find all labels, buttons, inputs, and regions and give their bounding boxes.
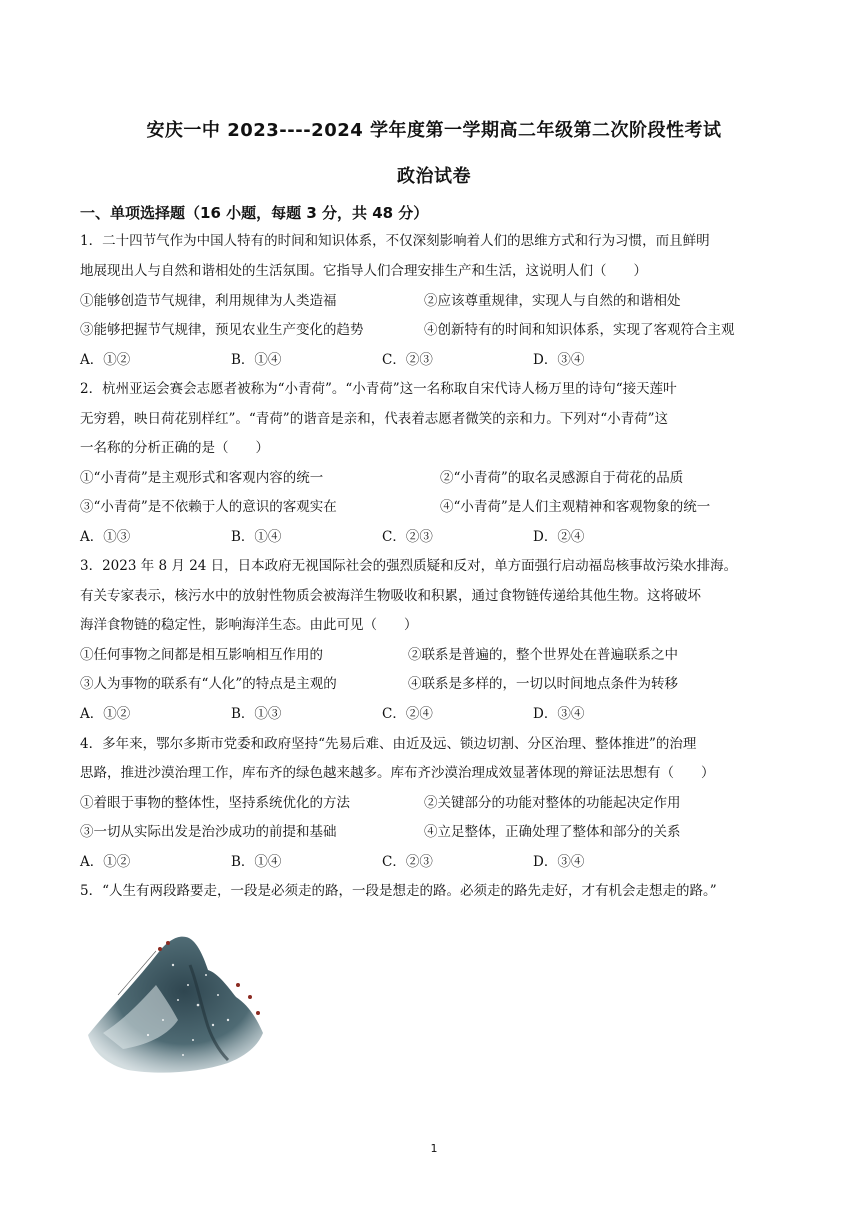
question-2-choice-c: C．②③ <box>382 529 433 545</box>
question-4-choice-a: A．①② <box>80 854 131 870</box>
mountain-climbers-painting <box>78 925 278 1080</box>
question-1-statement-2: ②应该尊重规律，实现人与自然的和谐相处 <box>424 293 681 309</box>
question-1-statement-3: ③能够把握节气规律，预见农业生产变化的趋势 <box>80 322 364 338</box>
question-4-stem-line-2: 思路，推进沙漠治理工作，库布齐的绿色越来越多。库布齐沙漠治理成效显著体现的辩证法思想有（ ） <box>80 765 715 781</box>
question-3-stem-line-3: 海洋食物链的稳定性，影响海洋生态。由此可见（ ） <box>80 617 418 633</box>
question-3-choice-c: C．②④ <box>382 706 433 722</box>
mountain-shape <box>88 937 263 1073</box>
question-2-statement-1: ①“小青荷”是主观形式和客观内容的统一 <box>80 470 324 486</box>
question-4-stem-line-1: 4．多年来，鄂尔多斯市党委和政府坚持“先易后难、由近及远、锁边切割、分区治理、整体推进”的治理 <box>80 736 697 752</box>
question-2-stem-line-3: 一名称的分析正确的是（ ） <box>80 440 269 456</box>
exam-title: 安庆一中 2023----2024 学年度第一学期高二年级第二次阶段性考试 <box>146 120 722 141</box>
question-2-statement-3: ③“小青荷”是不依赖于人的意识的客观实在 <box>80 499 337 515</box>
question-1-statement-1: ①能够创造节气规律，利用规律为人类造福 <box>80 293 337 309</box>
question-3-statement-1: ①任何事物之间都是相互影响相互作用的 <box>80 647 323 663</box>
question-2-choice-a: A．①③ <box>80 529 131 545</box>
question-4-statement-4: ④立足整体，正确处理了整体和部分的关系 <box>424 824 681 840</box>
question-3-choice-d: D．③④ <box>533 706 585 722</box>
question-3-choice-b: B．①③ <box>231 706 282 722</box>
question-2-stem-line-1: 2．杭州亚运会赛会志愿者被称为“小青荷”。“小青荷”这一名称取自宋代诗人杨万里的诗句“接天莲叶 <box>80 381 677 397</box>
question-3-stem-line-1: 3．2023 年 8 月 24 日，日本政府无视国际社会的强烈质疑和反对，单方面强行启动福岛核事故污染水排海。 <box>80 558 738 574</box>
question-1-stem-line-2: 地展现出人与自然和谐相处的生活氛围。它指导人们合理安排生产和生活，这说明人们（ ） <box>80 263 647 279</box>
page-number: 1 <box>430 1142 438 1155</box>
question-4-statement-1: ①着眼于事物的整体性，坚持系统优化的方法 <box>80 795 350 811</box>
question-1-choice-b: B．①④ <box>231 352 282 368</box>
question-1-stem-line-1: 1．二十四节气作为中国人特有的时间和知识体系，不仅深刻影响着人们的思维方式和行为习惯，而且鲜明 <box>80 233 710 249</box>
question-5-stem-line-1: 5．“人生有两段路要走，一段是必须走的路，一段是想走的路。必须走的路先走好，才有机会走想走的路。” <box>80 883 717 899</box>
question-2-stem-line-2: 无穷碧，映日荷花别样红”。“青荷”的谐音是亲和，代表着志愿者微笑的亲和力。下列对“小青荷”这 <box>80 411 669 427</box>
question-1-choice-c: C．②③ <box>382 352 433 368</box>
question-2-choice-d: D．②④ <box>533 529 585 545</box>
question-4-statement-3: ③一切从实际出发是治沙成功的前提和基础 <box>80 824 337 840</box>
question-4-choice-d: D．③④ <box>533 854 585 870</box>
question-4-statement-2: ②关键部分的功能对整体的功能起决定作用 <box>424 795 681 811</box>
question-2-choice-b: B．①④ <box>231 529 282 545</box>
exam-subtitle: 政治试卷 <box>397 166 471 187</box>
question-3-statement-4: ④联系是多样的，一切以时间地点条件为转移 <box>408 676 678 692</box>
question-1-choice-d: D．③④ <box>533 352 585 368</box>
section-heading: 一、单项选择题（16 小题，每题 3 分，共 48 分） <box>80 204 429 222</box>
question-4-choice-b: B．①④ <box>231 854 282 870</box>
question-2-statement-2: ②“小青荷”的取名灵感源自于荷花的品质 <box>440 470 684 486</box>
question-1-statement-4: ④创新特有的时间和知识体系，实现了客观符合主观 <box>424 322 735 338</box>
question-3-stem-line-2: 有关专家表示，核污水中的放射性物质会被海洋生物吸收和积累，通过食物链传递给其他生物。这将破坏 <box>80 588 701 604</box>
question-3-choice-a: A．①② <box>80 706 131 722</box>
question-2-statement-4: ④“小青荷”是人们主观精神和客观物象的统一 <box>440 499 711 515</box>
question-4-choice-c: C．②③ <box>382 854 433 870</box>
question-1-choice-a: A．①② <box>80 352 131 368</box>
question-3-statement-3: ③人为事物的联系有“人化”的特点是主观的 <box>80 676 337 692</box>
question-3-statement-2: ②联系是普遍的，整个世界处在普遍联系之中 <box>408 647 678 663</box>
